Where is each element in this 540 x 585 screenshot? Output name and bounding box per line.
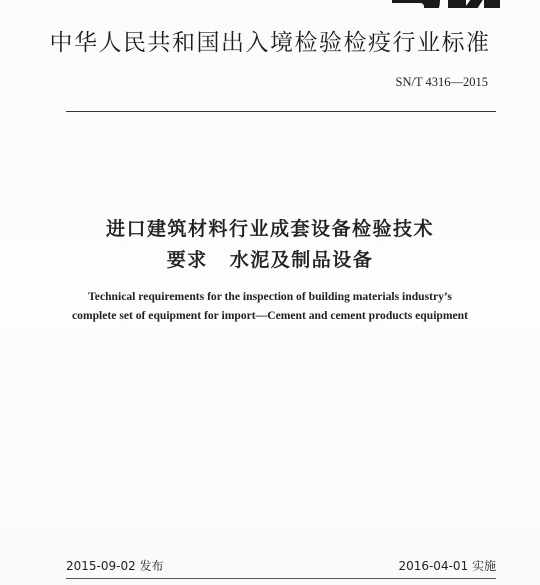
title-cn-line2-part2: 水泥及制品设备 <box>229 249 374 271</box>
document-title-en-line2: complete set of equipment for import—Cement and cement products equipment <box>72 309 468 322</box>
standard-code: SN/T 4316—2015 <box>395 75 488 89</box>
document-title-cn-line1: 进口建筑材料行业成套设备检验技术 <box>105 218 434 240</box>
issue-date: 2015-09-02 发布 <box>66 559 164 573</box>
sn-logo-icon <box>388 0 500 8</box>
title-cn-line2-part1: 要求 <box>166 249 208 271</box>
organization-title: 中华人民共和国出入境检验检疫行业标准 <box>49 30 491 56</box>
header-divider <box>66 111 496 112</box>
sn-logo-graphic <box>388 0 500 8</box>
document-title-cn-line2 <box>0 245 540 272</box>
implement-date: 2016-04-01 实施 <box>398 559 496 573</box>
document-title-en-line1: Technical requirements for the inspection of building materials industry’s <box>88 290 452 303</box>
footer-divider <box>66 578 496 579</box>
